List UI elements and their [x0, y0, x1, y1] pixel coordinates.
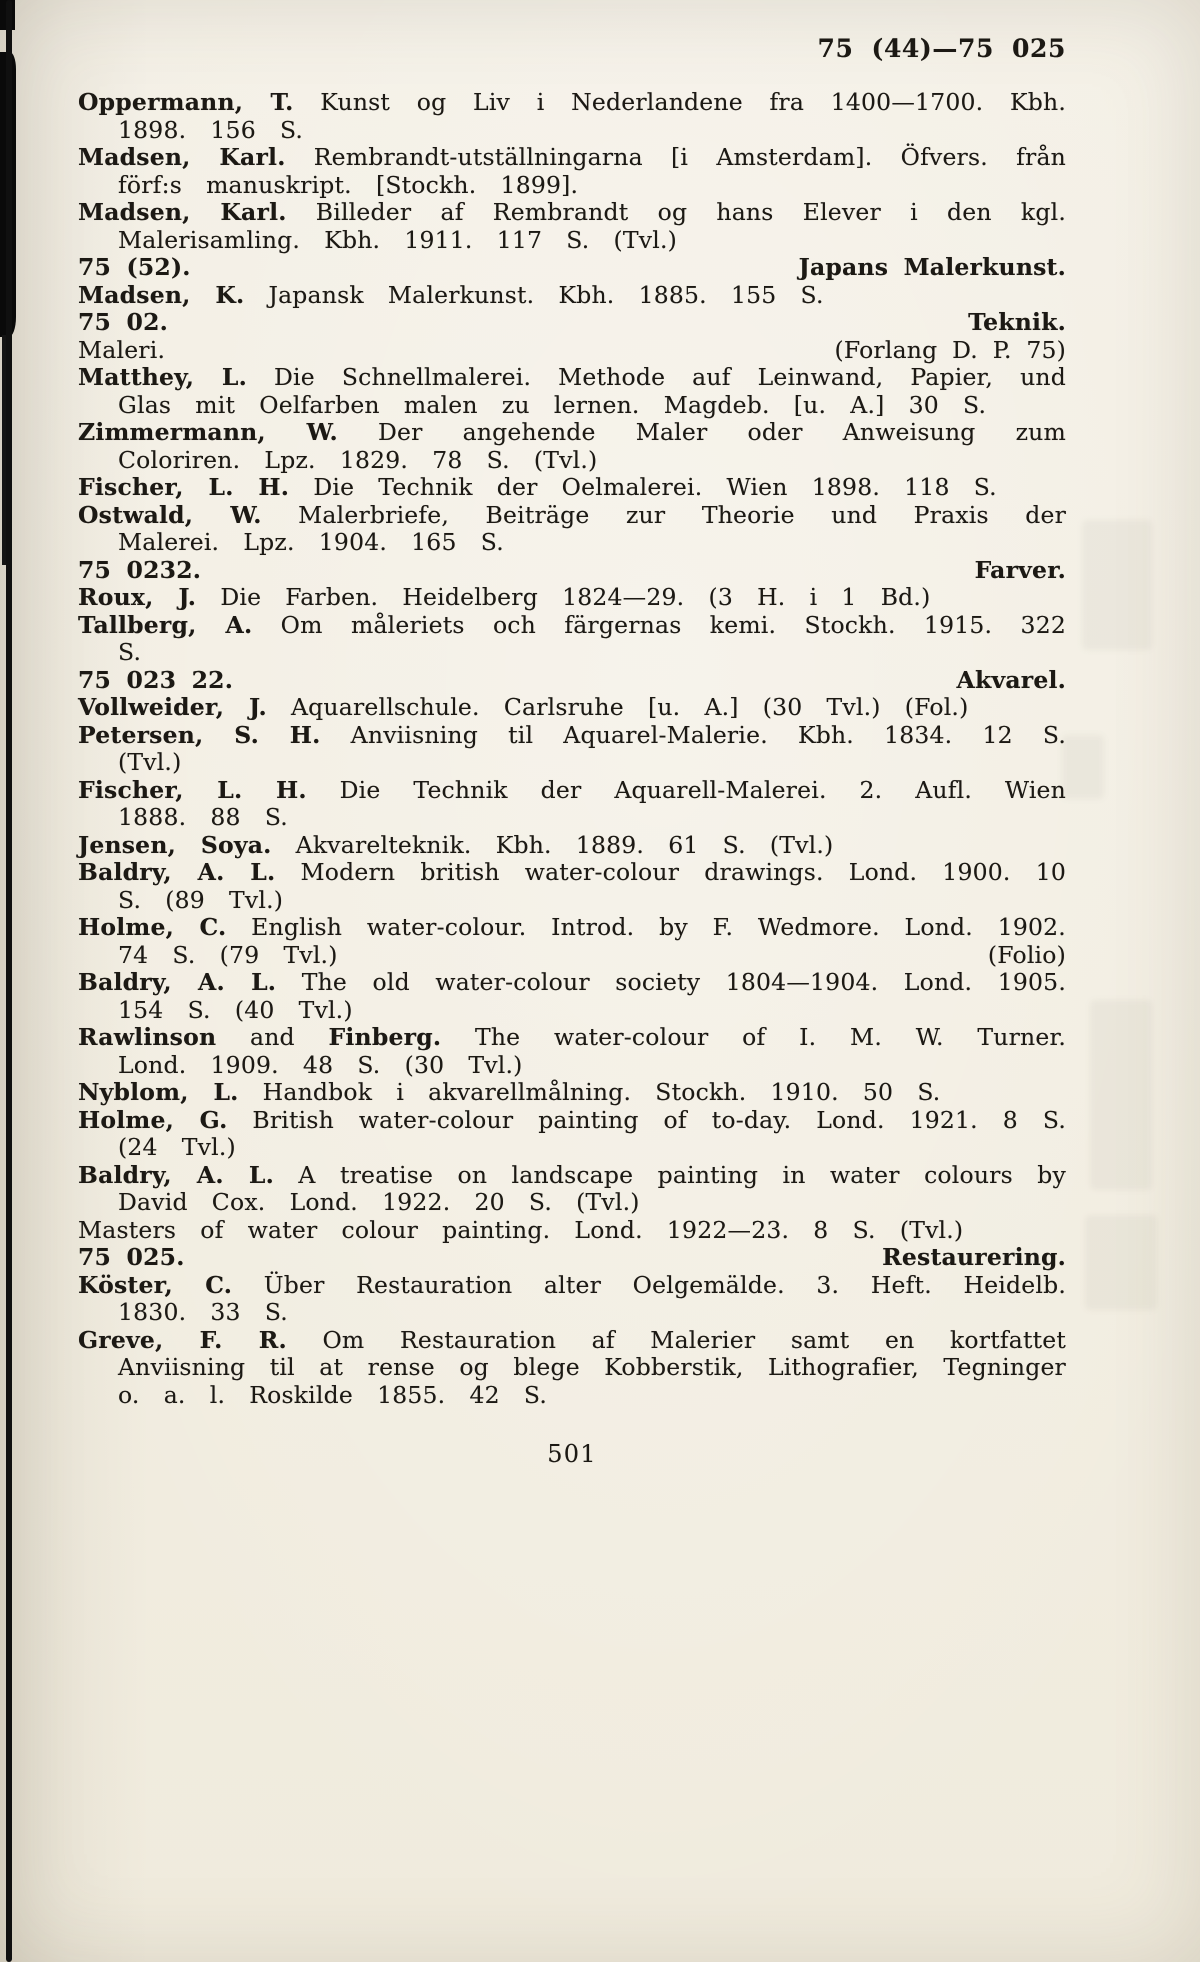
bleedthrough-artifact: [1082, 520, 1152, 650]
entry-text: Aquarellschule. Carlsruhe [u. A.] (30 Tvl.) (Fol.): [266, 693, 969, 721]
catalog-entry: [78, 1079, 1066, 1107]
entry-text: Die Technik der Oelmalerei. Wien 1898. 118 S.: [289, 473, 997, 501]
entry-text: Rembrandt-utställningarna [i Amsterdam]. Öfvers. från förf:s manuskript. [Stockh. 1899].: [118, 143, 1066, 199]
catalog-entry: [78, 832, 1066, 860]
section-heading: [78, 557, 1066, 585]
catalog-entry: [78, 694, 1066, 722]
entry-text: Japansk Malerkunst. Kbh. 1885. 155 S.: [244, 280, 824, 309]
entry-author: Oppermann, T.: [78, 88, 294, 116]
entry-text: Anviisning til Aquarel-Malerie. Kbh. 1834. 12 S. (Tvl.): [118, 720, 1067, 776]
entry-author: Fischer, L. H.: [78, 473, 290, 501]
entry-author: Greve, F. R.: [78, 1325, 287, 1354]
catalog-entry: [78, 89, 1066, 144]
entry-author: Matthey, L.: [78, 363, 247, 391]
entry-text: and: [216, 1023, 329, 1051]
catalog-entry: [78, 282, 1066, 310]
catalog-entry: [78, 859, 1066, 914]
bleedthrough-artifact: [1085, 1215, 1157, 1310]
entry-text: A treatise on landscape painting in water colours by David Cox. Lond. 1922. 20 S. (Tvl.): [118, 1160, 1066, 1216]
catalog-entry: [78, 612, 1066, 667]
entry-author: Tallberg, A.: [78, 610, 253, 639]
section-code: 75 0232.: [78, 555, 202, 584]
catalog-entry: [78, 1217, 1066, 1245]
catalog-entry: [78, 419, 1066, 474]
entry-author: Madsen, K.: [78, 280, 245, 309]
entry-text: Kunst og Liv i Nederlandene fra 1400—1700. Kbh. 1898. 156 S.: [118, 88, 1067, 144]
binding-edge-line: [6, 0, 12, 1962]
entry-author: Zimmermann, W.: [78, 418, 338, 446]
entry-text: Modern british water-colour drawings. Lond. 1900. 10 S. (89 Tvl.): [118, 858, 1066, 914]
entry-text: Die Schnellmalerei. Methode auf Leinwand, Papier, und Glas mit Oelfarben malen zu lernen. Magdeb. [u. A.] 30 S.: [118, 363, 1066, 419]
entry-text: Om måleriets och färgernas kemi. Stockh. 1915. 322 S.: [118, 610, 1066, 666]
catalog-entry: [78, 969, 1066, 1024]
entry-author: Baldry, A. L.: [78, 968, 277, 996]
entry-author: Roux, J.: [78, 583, 197, 611]
entry-author: Ostwald, W.: [78, 500, 262, 529]
entry-author: Jensen, Soya.: [78, 830, 272, 859]
catalog-entry: [78, 777, 1066, 832]
catalog-entry: [78, 914, 1066, 969]
catalog-entry: [78, 474, 1066, 502]
entry-text: Der angehende Maler oder Anweisung zum Coloriren. Lpz. 1829. 78 S. (Tvl.): [118, 418, 1067, 474]
catalog-entry: [78, 1272, 1066, 1327]
catalog-entry: [78, 502, 1066, 557]
entry-text: The old water-colour society 1804—1904. Lond. 1905. 154 S. (40 Tvl.): [118, 968, 1067, 1024]
entry-text: Malerbriefe, Beiträge zur Theorie und Praxis der Malerei. Lpz. 1904. 165 S.: [118, 500, 1066, 556]
entry-author: Holme, C.: [78, 913, 227, 941]
entry-author: Baldry, A. L.: [78, 1160, 274, 1189]
section-code: 75 025.: [78, 1243, 185, 1271]
section-title: (Forlang D. P. 75): [834, 335, 1066, 364]
entry-text: Masters of water colour painting. Lond. 1922—23. 8 S. (Tvl.): [78, 1215, 964, 1244]
entry-author: Vollweider, J.: [78, 693, 267, 721]
format-note: (Folio): [987, 940, 1066, 969]
section-title: Japans Malerkunst.: [798, 253, 1066, 281]
bleedthrough-artifact: [1090, 1000, 1152, 1190]
section-title: Teknik.: [968, 308, 1066, 336]
page-number: 501: [547, 1440, 597, 1468]
entry-text: Handbok i akvarellmålning. Stockh. 1910. 50 S.: [238, 1078, 941, 1106]
section-code: Maleri.: [78, 335, 166, 364]
section-heading: [78, 667, 1066, 695]
entry-author: Petersen, S. H.: [78, 720, 321, 749]
entry-author: Holme, G.: [78, 1105, 228, 1134]
entry-text: Die Technik der Aquarell-Malerei. 2. Aufl. Wien 1888. 88 S.: [118, 775, 1066, 831]
entry-author: Köster, C.: [78, 1270, 233, 1299]
section-title: Akvarel.: [956, 665, 1066, 694]
entry-text: Akvarelteknik. Kbh. 1889. 61 S. (Tvl.): [271, 830, 834, 859]
section-code: 75 (52).: [78, 253, 191, 281]
section-title: Restaurering.: [882, 1243, 1066, 1271]
section-heading: [78, 254, 1066, 282]
entry-author: Nyblom, L.: [78, 1078, 239, 1106]
page-header-code: 75 (44)—75 025: [817, 34, 1066, 63]
bleedthrough-artifact: [1062, 735, 1104, 799]
section-code: 75 023 22.: [78, 665, 234, 694]
reference-line: [78, 337, 1066, 365]
entry-author: Fischer, L. H.: [78, 775, 307, 804]
section-title: Farver.: [974, 555, 1066, 584]
catalog-entry: [78, 1024, 1066, 1079]
entry-text: British water-colour painting of to-day. Lond. 1921. 8 S. (24 Tvl.): [118, 1105, 1066, 1161]
catalog-entry: [78, 722, 1066, 777]
entry-author: Madsen, Karl.: [78, 143, 286, 171]
section-code: 75 02.: [78, 308, 169, 336]
entry-author: Baldry, A. L.: [78, 858, 276, 886]
entry-author: Madsen, Karl.: [78, 198, 287, 226]
catalog-entry: [78, 199, 1066, 254]
entry-author: Finberg.: [328, 1023, 442, 1051]
catalog-entries: [78, 89, 1066, 1409]
catalog-entry: [78, 144, 1066, 199]
catalog-entry: [78, 364, 1066, 419]
entry-text: Billeder af Rembrandt og hans Elever i den kgl. Malerisamling. Kbh. 1911. 117 S. (Tvl.): [118, 198, 1066, 254]
entry-text: Om Restauration af Malerier samt en kortfattet Anviisning til at rense og blege Kobberstik, Lithografier, Tegninger o. a. l. Roskilde 1855. 42 S.: [118, 1325, 1066, 1409]
catalog-entry: [78, 1327, 1066, 1410]
page-content: [78, 34, 1066, 1409]
entry-text: English water-colour. Introd. by F. Wedmore. Lond. 1902. 74 S. (79 Tvl.): [118, 913, 1066, 969]
catalog-entry: [78, 1107, 1066, 1162]
section-heading: [78, 309, 1066, 337]
entry-author: Rawlinson: [78, 1023, 217, 1051]
section-heading: [78, 1244, 1066, 1272]
catalog-entry: [78, 1162, 1066, 1217]
catalog-entry: [78, 584, 1066, 612]
entry-text: Die Farben. Heidelberg 1824—29. (3 H. i 1 Bd.): [196, 583, 931, 611]
entry-text: The water-colour of I. M. W. Turner. Lond. 1909. 48 S. (30 Tvl.): [118, 1023, 1067, 1079]
entry-text: Über Restauration alter Oelgemälde. 3. Heft. Heidelb. 1830. 33 S.: [118, 1270, 1066, 1326]
